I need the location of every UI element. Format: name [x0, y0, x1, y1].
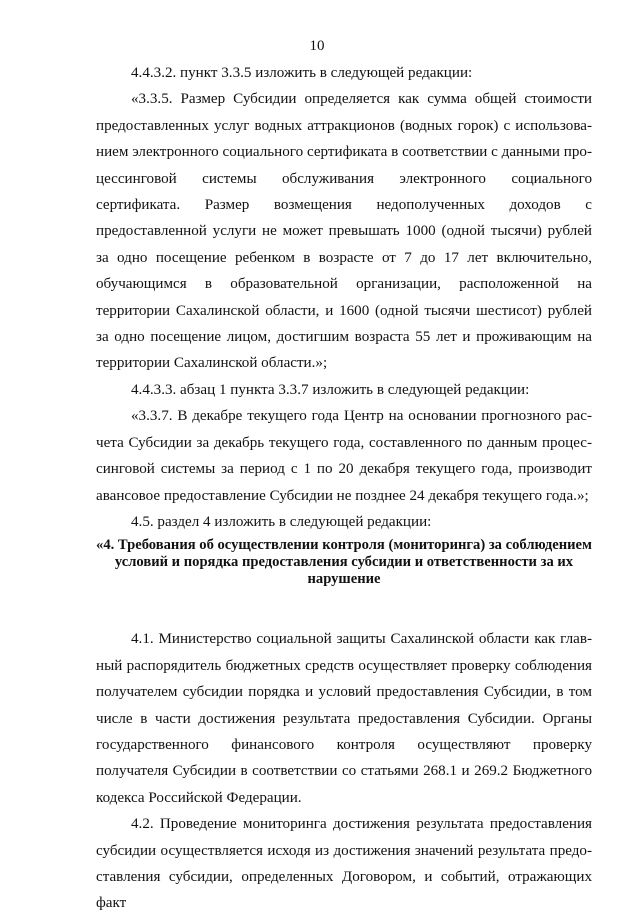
document-body [96, 60, 592, 917]
section-4-heading: «4. Требования об осуществлении контроля (мониторинга) за соблюдением условий и порядка предоставления субсидии и ответственности за их нарушение [96, 537, 592, 588]
quoted-clause-3-3-7: «3.3.7. В декабре текущего года Центр на основании прогнозного расчета Субсидии за декабрь текущего года, составленного по данным процессинговой системы за период с 1 по 20 декабря текущего года, производит авансовое предоставление Субсидии не позднее 24 декабря текущего года.»; [96, 408, 592, 504]
amendment-item-4-4-3-3: 4.4.3.3. абзац 1 пункта 3.3.7 изложить в следующей редакции: [131, 381, 530, 398]
heading-spacer [96, 588, 592, 626]
clause-4-2: 4.2. Проведение мониторинга достижения результата предоставления субсидии осуществляется исходя из достижения значений результата предоставления субсидии, определенных Договором, и событий, отражающих факт [96, 816, 592, 912]
amendment-item-4-4-3-2: 4.4.3.2. пункт 3.3.5 изложить в следующей редакции: [131, 65, 473, 81]
amendment-item-4-5: 4.5. раздел 4 изложить в следующей редакции: [131, 513, 432, 530]
clause-4-1: 4.1. Министерство социальной защиты Сахалинской области как главный распорядитель бюджетных средств осуществляет проверку соблюдения получателем субсидии порядка и условий предоставления Субсидии, в том числе в части достижения результата предоставления Субсидии. Органы государственного финансового контроля осуществляют проверку получателя Субсидии в соответствии со статьями 268.1 и 269.2 Бюджетного кодекса Российской Федерации. [96, 631, 592, 806]
quoted-clause-3-3-5: «3.3.5. Размер Субсидии определяется как сумма общей стоимости предоставленных услуг водных аттракционов (водных горок) с использованием электронного социального сертификата в соответствии с данными процессинговой системы обслуживания электронного социального сертификата. Размер возмещения недополученных доходов с предоставленной услуги не может превышать 1000 (одной тысячи) рублей за одно посещение ребенком в возрасте от 7 до 17 лет включительно, обучающимся в образовательной организации, расположенной на территории Сахалинской области, и 1600 (одной тысячи шестисот) рублей за одно посещение лицом, достигшим возраста 55 лет и проживающим на территории Сахалинской области.»; [96, 91, 592, 372]
page-number: 10 [309, 38, 325, 54]
